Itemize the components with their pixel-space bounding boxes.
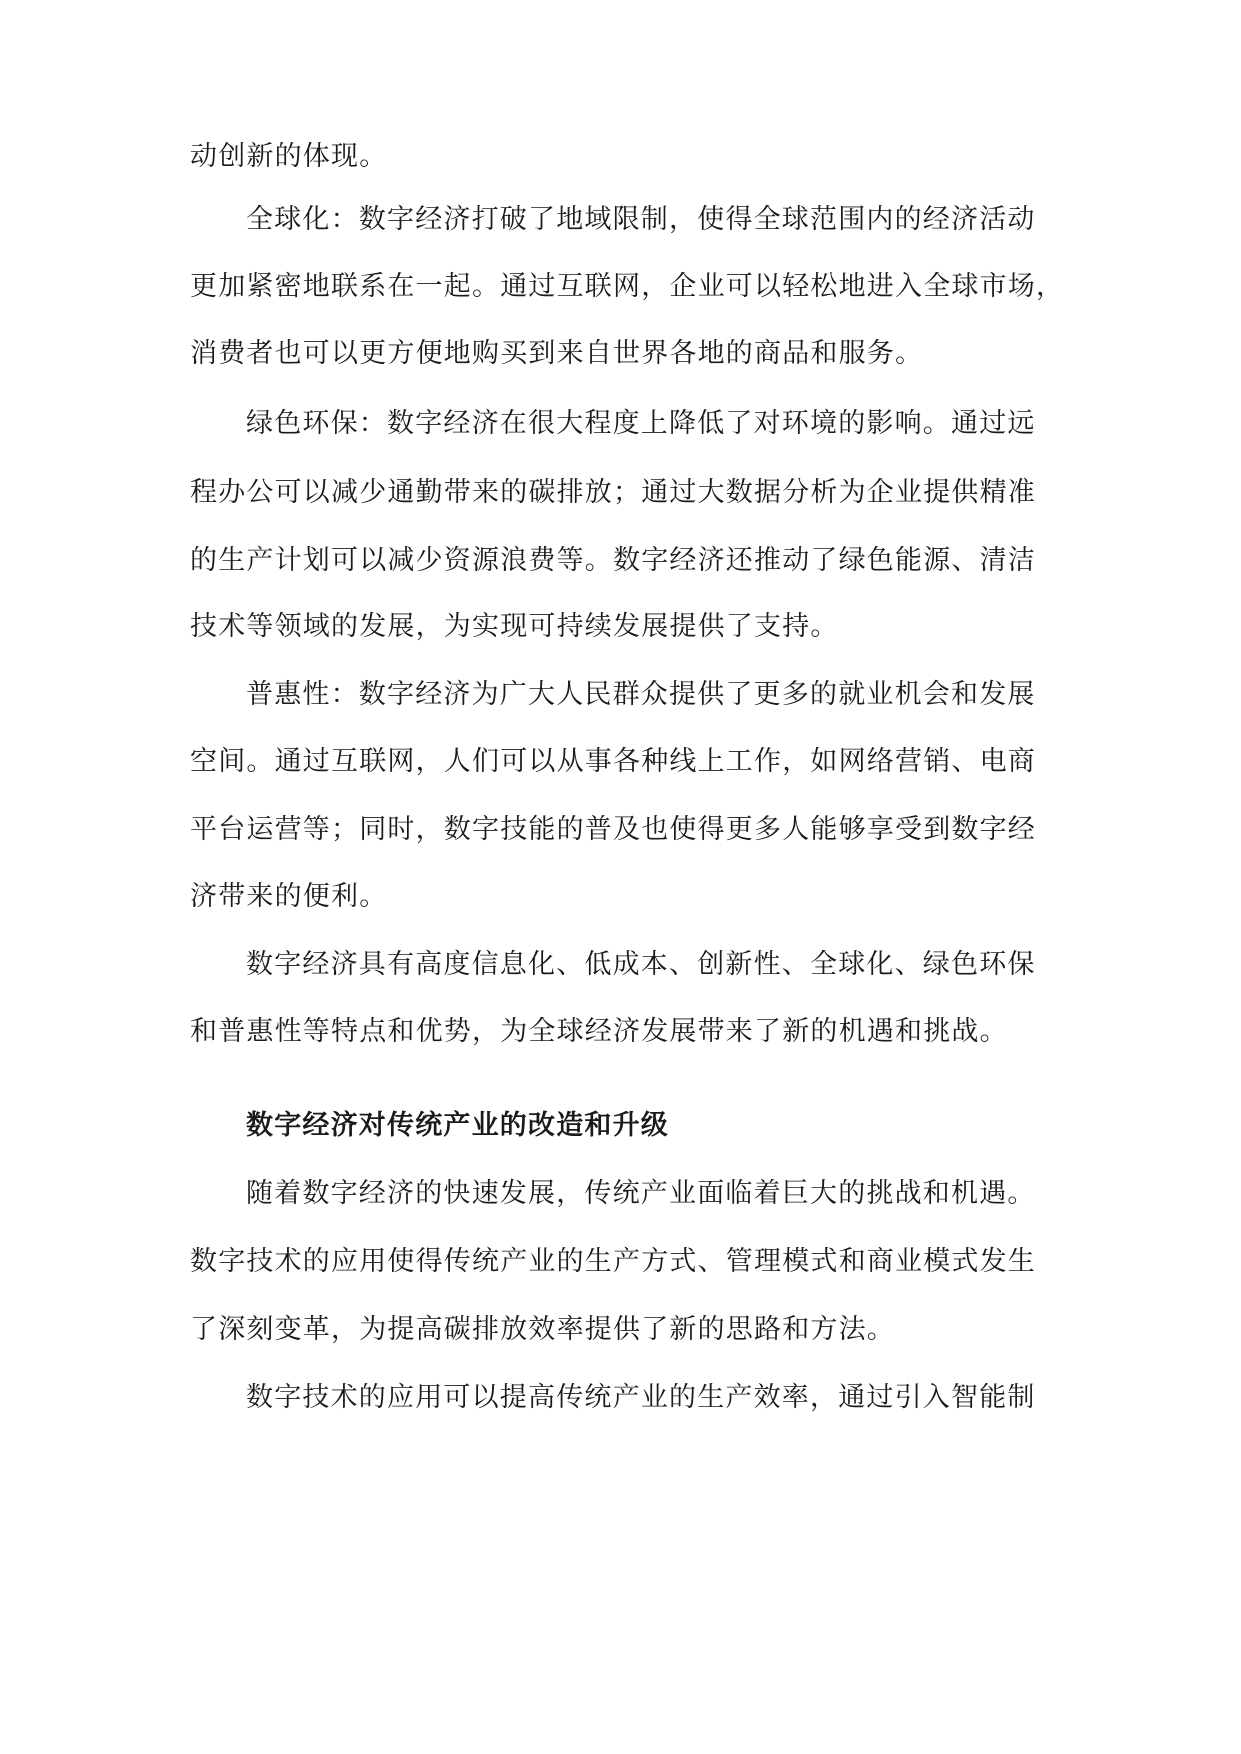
paragraph-line: 空间。通过互联网，人们可以从事各种线上工作，如网络营销、电商	[190, 746, 1036, 777]
section-heading: 数字经济对传统产业的改造和升级	[246, 1110, 669, 1141]
paragraph-line: 了深刻变革，为提高碳排放效率提供了新的思路和方法。	[190, 1314, 895, 1345]
paragraph-line: 数字技术的应用使得传统产业的生产方式、管理模式和商业模式发生	[190, 1246, 1036, 1277]
paragraph-line: 程办公可以减少通勤带来的碳排放；通过大数据分析为企业提供精准	[190, 477, 1036, 508]
paragraph-line: 和普惠性等特点和优势，为全球经济发展带来了新的机遇和挑战。	[190, 1016, 1008, 1047]
paragraph-line: 数字经济具有高度信息化、低成本、创新性、全球化、绿色环保	[246, 949, 1036, 980]
paragraph-line: 更加紧密地联系在一起。通过互联网，企业可以轻松地进入全球市场，	[190, 271, 1065, 302]
paragraph-line: 数字技术的应用可以提高传统产业的生产效率，通过引入智能制	[246, 1382, 1036, 1413]
paragraph-line: 消费者也可以更方便地购买到来自世界各地的商品和服务。	[190, 338, 924, 369]
paragraph-line: 技术等领域的发展，为实现可持续发展提供了支持。	[190, 611, 839, 642]
paragraph-line: 动创新的体现。	[190, 141, 388, 172]
paragraph-line: 的生产计划可以减少资源浪费等。数字经济还推动了绿色能源、清洁	[190, 545, 1036, 576]
paragraph-line: 随着数字经济的快速发展，传统产业面临着巨大的挑战和机遇。	[246, 1178, 1036, 1209]
paragraph-line: 平台运营等；同时，数字技能的普及也使得更多人能够享受到数字经	[190, 814, 1036, 845]
paragraph-line: 普惠性：数字经济为广大人民群众提供了更多的就业机会和发展	[246, 679, 1036, 710]
paragraph-line: 济带来的便利。	[190, 881, 388, 912]
paragraph-line: 绿色环保：数字经济在很大程度上降低了对环境的影响。通过远	[246, 408, 1036, 439]
paragraph-line: 全球化：数字经济打破了地域限制，使得全球范围内的经济活动	[246, 204, 1036, 235]
